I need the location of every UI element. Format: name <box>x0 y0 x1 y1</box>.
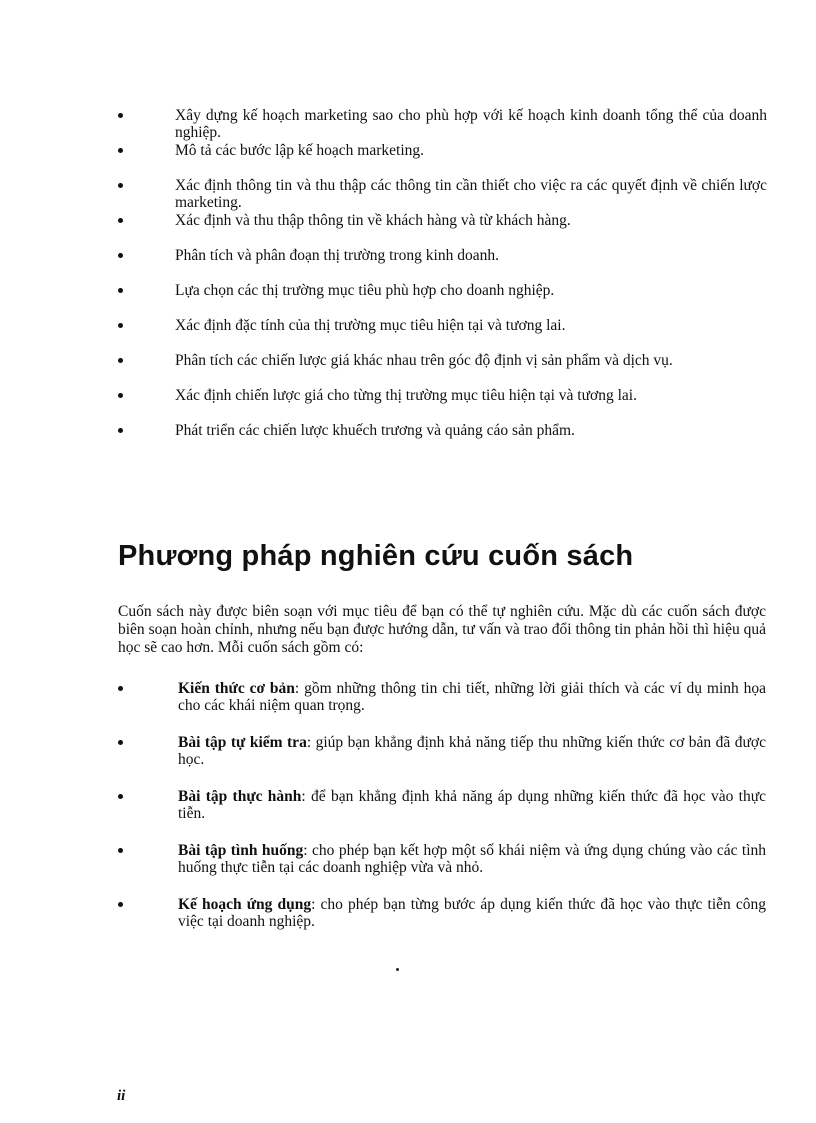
bullet-icon <box>118 323 123 328</box>
bullet-icon <box>118 848 123 853</box>
list-item: Xác định chiến lược giá cho từng thị trường mục tiêu hiện tại và tương lai. <box>0 387 816 422</box>
list-item: Lựa chọn các thị trường mục tiêu phù hợp cho doanh nghiệp. <box>0 282 816 317</box>
bullet-icon <box>118 902 123 907</box>
list-item <box>0 842 816 896</box>
list-item: Xác định thông tin và thu thập các thông tin cần thiết cho việc ra các quyết định về chiến lược marketing. <box>0 177 816 212</box>
list-item: Phát triển các chiến lược khuếch trương và quảng cáo sản phẩm. <box>0 422 816 457</box>
list-item: Xác định đặc tính của thị trường mục tiêu hiện tại và tương lai. <box>0 317 816 352</box>
bullet-icon <box>118 794 123 799</box>
component-description: : giúp bạn khẳng định khả năng tiếp thu những kiến thức cơ bản đã được học. <box>178 734 766 768</box>
component-description: : cho phép bạn từng bước áp dụng kiến thức đã học vào thực tiễn công việc tại doanh nghiệp. <box>178 896 766 930</box>
page-number: ii <box>117 1088 126 1104</box>
list-item <box>0 896 816 950</box>
list-item <box>0 680 816 734</box>
list-item: Phân tích các chiến lược giá khác nhau trên góc độ định vị sản phẩm và dịch vụ. <box>0 352 816 387</box>
intro-paragraph: Cuốn sách này được biên soạn với mục tiêu để bạn có thể tự nghiên cứu. Mặc dù các cuốn sách được biên soạn hoàn chỉnh, nhưng nếu bạn được hướng dẫn, tư vấn và trao đổi thông tin phản hồi thì hiệu quả học sẽ cao hơn. Mỗi cuốn sách gồm có: <box>118 603 766 656</box>
component-term: Kế hoạch ứng dụng <box>178 896 312 913</box>
bullet-icon <box>118 686 123 691</box>
list-item: Xác định và thu thập thông tin về khách hàng và từ khách hàng. <box>0 212 816 247</box>
list-item: Mô tả các bước lập kế hoạch marketing. <box>0 142 816 177</box>
component-description: : cho phép bạn kết hợp một số khái niệm và ứng dụng chúng vào các tình huống thực tiễn tại các doanh nghiệp vừa và nhỏ. <box>178 842 767 876</box>
bullet-icon <box>118 253 123 258</box>
component-term: Kiến thức cơ bản <box>178 680 295 697</box>
list-item: Phân tích và phân đoạn thị trường trong kinh doanh. <box>0 247 816 282</box>
component-term: Bài tập tự kiểm tra <box>178 734 307 751</box>
section-heading: Phương pháp nghiên cứu cuốn sách <box>118 540 634 572</box>
bullet-icon <box>118 358 123 363</box>
component-description: : gồm những thông tin chi tiết, những lời giải thích và các ví dụ minh họa cho các khái niệm quan trọng. <box>178 680 767 714</box>
component-term: Bài tập thực hành <box>178 788 302 805</box>
list-item <box>0 734 816 788</box>
bullet-icon <box>118 288 123 293</box>
component-term: Bài tập tình huống <box>178 842 304 859</box>
list-item <box>0 788 816 842</box>
component-description: : để bạn khẳng định khả năng áp dụng những kiến thức đã học vào thực tiễn. <box>178 788 766 822</box>
bullet-icon <box>118 148 123 153</box>
scan-speck <box>396 968 399 971</box>
objectives-list <box>0 107 816 457</box>
bullet-icon <box>118 218 123 223</box>
bullet-icon <box>118 183 123 188</box>
book-components-list <box>0 680 816 950</box>
bullet-icon <box>118 393 123 398</box>
bullet-icon <box>118 740 123 745</box>
bullet-icon <box>118 428 123 433</box>
bullet-icon <box>118 113 123 118</box>
list-item: Xây dựng kế hoạch marketing sao cho phù hợp với kế hoạch kinh doanh tổng thể của doanh nghiệp. <box>0 107 816 142</box>
